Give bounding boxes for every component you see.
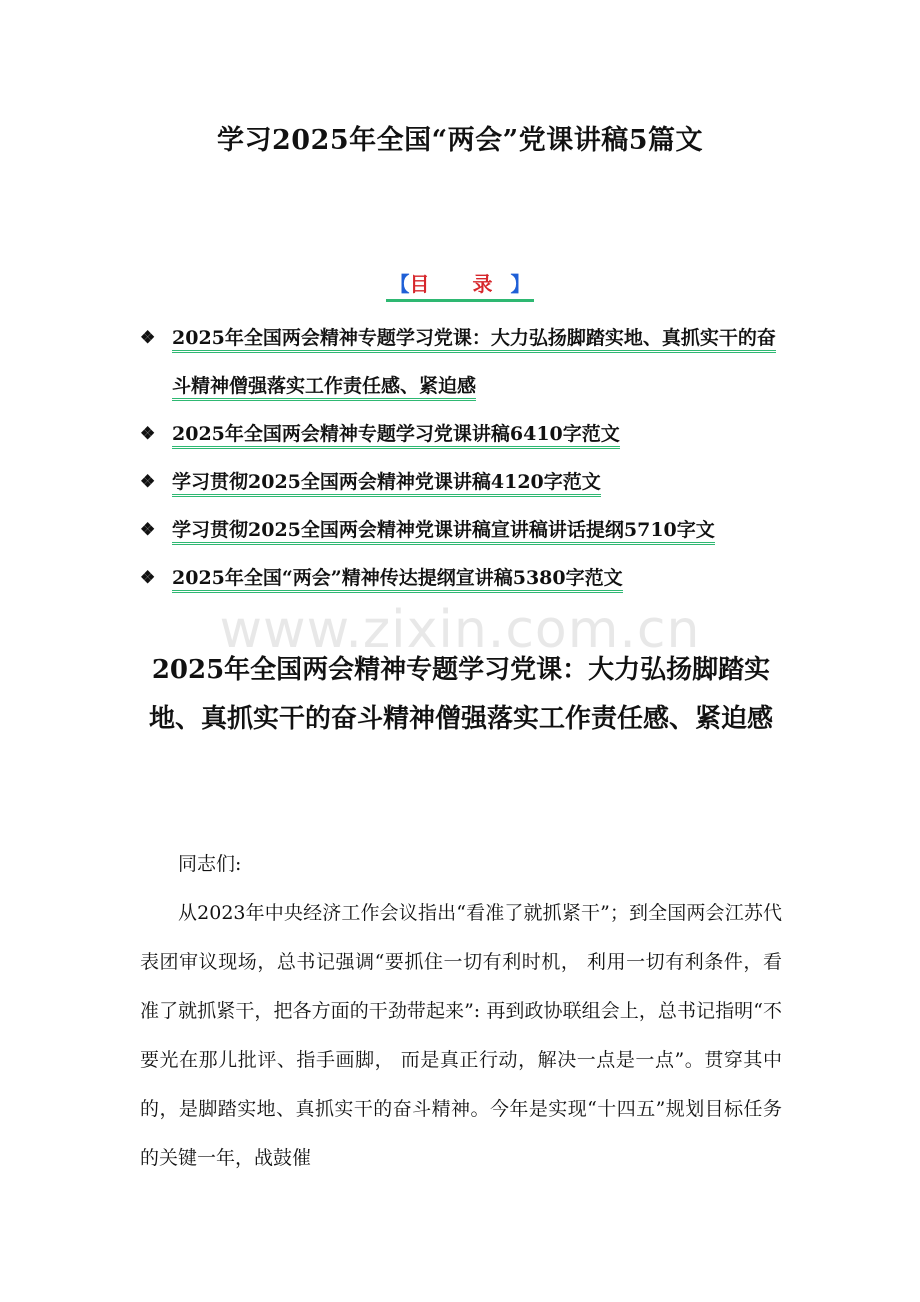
toc-bracket-open: 【	[389, 272, 410, 296]
toc-item	[140, 458, 790, 506]
toc-link-1[interactable]: 2025年全国两会精神专题学习党课：大力弘扬脚踏实地、真抓实干的奋斗精神僧强落实工作责任感、紧迫感	[172, 327, 776, 401]
diamond-bullet-icon: ❖	[140, 568, 156, 588]
toc-item	[140, 314, 790, 410]
body-text	[140, 840, 782, 1183]
toc-link-3[interactable]: 学习贯彻2025全国两会精神党课讲稿4120字范文	[172, 471, 601, 497]
toc-item	[140, 410, 790, 458]
toc-link-5[interactable]: 2025年全国“两会”精神传达提纲宣讲稿5380字范文	[172, 567, 623, 593]
toc-bracket-close: 】	[510, 272, 531, 296]
toc-item	[140, 554, 790, 602]
toc-link-2[interactable]: 2025年全国两会精神专题学习党课讲稿6410字范文	[172, 423, 620, 449]
document-title: 学习2025年全国“两会”党课讲稿5篇文	[217, 125, 703, 156]
toc-list	[140, 314, 790, 602]
toc-heading	[0, 268, 920, 302]
diamond-bullet-icon: ❖	[140, 520, 156, 540]
toc-item	[140, 506, 790, 554]
toc-link-4[interactable]: 学习贯彻2025全国两会精神党课讲稿宣讲稿讲话提纲5710字文	[172, 519, 715, 545]
diamond-bullet-icon: ❖	[140, 328, 156, 348]
salutation: 同志们:	[178, 853, 242, 875]
section-title: 2025年全国两会精神专题学习党课：大力弘扬脚踏实地、真抓实干的奋斗精神僧强落实工作责任感、紧迫感	[148, 655, 773, 734]
toc-label: 目 录	[409, 272, 511, 296]
diamond-bullet-icon: ❖	[140, 472, 156, 492]
watermark: www.zixin.com.cn	[219, 600, 701, 660]
body-paragraph: 从2023年中央经济工作会议指出“看准了就抓紧干”；到全国两会江苏代表团审议现场，总书记强调“要抓住一切有利时机， 利用一切有利条件，看准了就抓紧干，把各方面的干劲带起来”: 再到政协联组会上，总书记指明“不要光在那儿批评、指手画脚， 而是真正行动，解决一点是一点”。贯穿其中的，是脚踏实地、真抓实干的奋斗精神。今年是实现“十四五”规划目标任务的关键一年，战鼓催	[140, 902, 782, 1169]
diamond-bullet-icon: ❖	[140, 424, 156, 444]
toc-heading-underline	[386, 268, 535, 302]
